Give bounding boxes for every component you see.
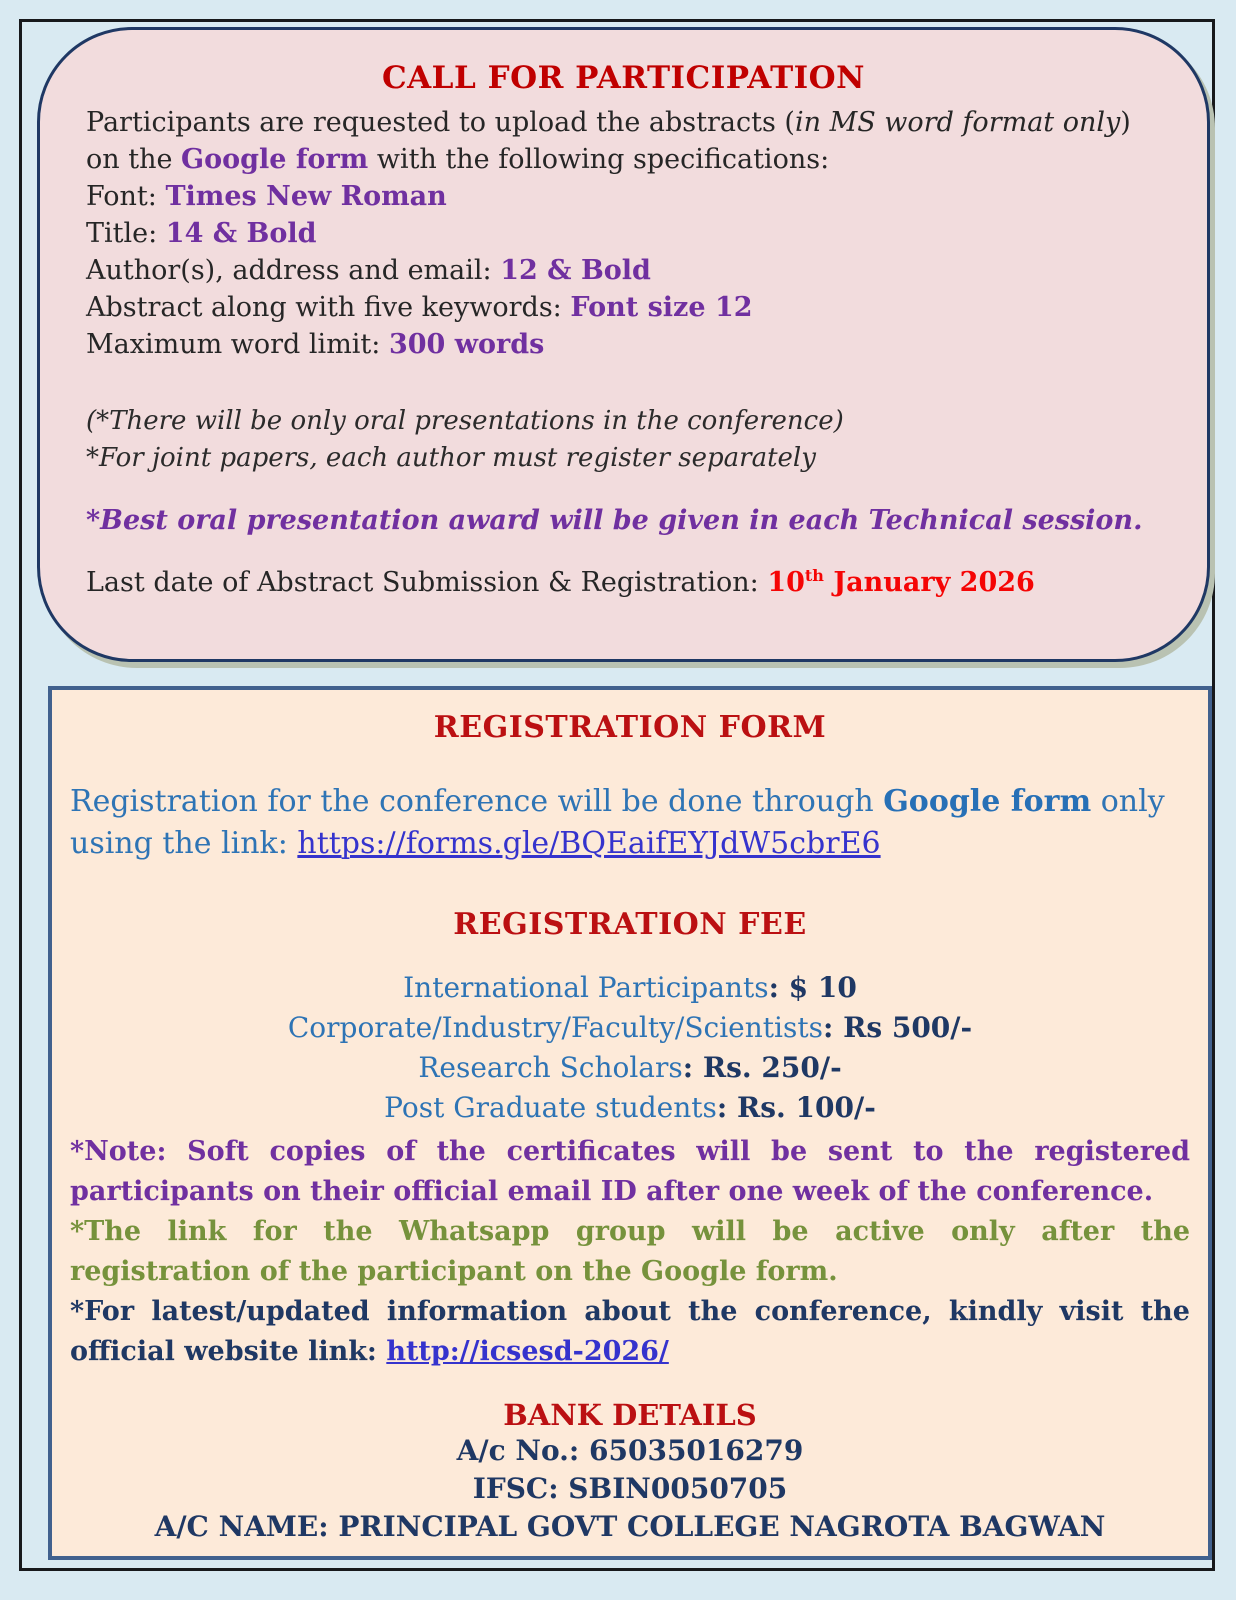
deadline-line: Last date of Abstract Submission & Registration: 10th January 2026	[86, 566, 1035, 598]
ms-word-note: in MS word format only	[794, 107, 1121, 138]
cfp-body	[86, 104, 1161, 363]
registration-title: REGISTRATION FORM	[433, 710, 827, 745]
fee-research-scholars: Research Scholars: Rs. 250/-	[418, 1051, 842, 1084]
fee-international: International Participants: $ 10	[403, 971, 857, 1004]
cfp-intro: Participants are requested to upload the abstracts (in MS word format only) on the Google form with the following specifications:	[86, 107, 1131, 175]
notes-block	[70, 1132, 1190, 1372]
bank-details	[70, 1398, 1190, 1546]
bank-details-title: BANK DETAILS	[503, 1398, 757, 1432]
certificates-note: *Note: Soft copies of the certificates will be sent to the registered participants on their official email ID after one week of the conference.	[70, 1136, 1190, 1207]
google-form-highlight: Google form	[883, 784, 1092, 819]
spec-line-word-limit: Maximum word limit: 300 words	[86, 329, 545, 360]
fee-list	[70, 968, 1190, 1128]
fee-corporate: Corporate/Industry/Faculty/Scientists: Rs 500/-	[287, 1011, 973, 1044]
bank-account-name: A/C NAME: PRINCIPAL GOVT COLLEGE NAGROTA BAGWAN	[154, 1510, 1106, 1543]
bank-account-number: A/c No.: 65035016279	[456, 1434, 804, 1467]
website-note: *For latest/updated information about the conference, kindly visit the official website link: http://icsesd-2026/	[70, 1296, 1190, 1367]
registration-form-link[interactable]: https://forms.gle/BQEaifEYJdW5cbrE6	[297, 826, 881, 861]
spec-line-title: Title: 14 & Bold	[86, 218, 317, 249]
joint-paper-note: *For joint papers, each author must register separately	[86, 443, 816, 473]
whatsapp-note: *The link for the Whatsapp group will be active only after the registration of the participant on the Google form.	[70, 1216, 1190, 1287]
google-form-highlight: Google form	[181, 144, 369, 175]
cfp-italic-notes	[86, 403, 1161, 477]
spec-line-author: Author(s), address and email: 12 & Bold	[86, 255, 651, 286]
bank-ifsc: IFSC: SBIN0050705	[472, 1472, 788, 1505]
registration-intro: Registration for the conference will be done through Google form only using the link: https://forms.gle/BQEaifEYJdW5cbrE6	[70, 784, 1165, 861]
award-note: *Best oral presentation award will be given in each Technical session.	[86, 505, 1143, 536]
official-website-link[interactable]: http://icsesd-2026/	[386, 1336, 669, 1367]
cfp-title: CALL FOR PARTICIPATION	[381, 60, 866, 96]
call-for-participation-panel	[37, 27, 1210, 662]
fee-postgraduate: Post Graduate students: Rs. 100/-	[384, 1091, 876, 1124]
oral-presentation-note: (*There will be only oral presentations in the conference)	[86, 406, 844, 436]
deadline-date: 10th January 2026	[767, 566, 1035, 598]
registration-panel	[48, 686, 1212, 1560]
spec-line-font: Font: Times New Roman	[86, 181, 447, 212]
spec-line-abstract: Abstract along with five keywords: Font size 12	[86, 292, 753, 323]
registration-fee-title: REGISTRATION FEE	[453, 907, 807, 942]
